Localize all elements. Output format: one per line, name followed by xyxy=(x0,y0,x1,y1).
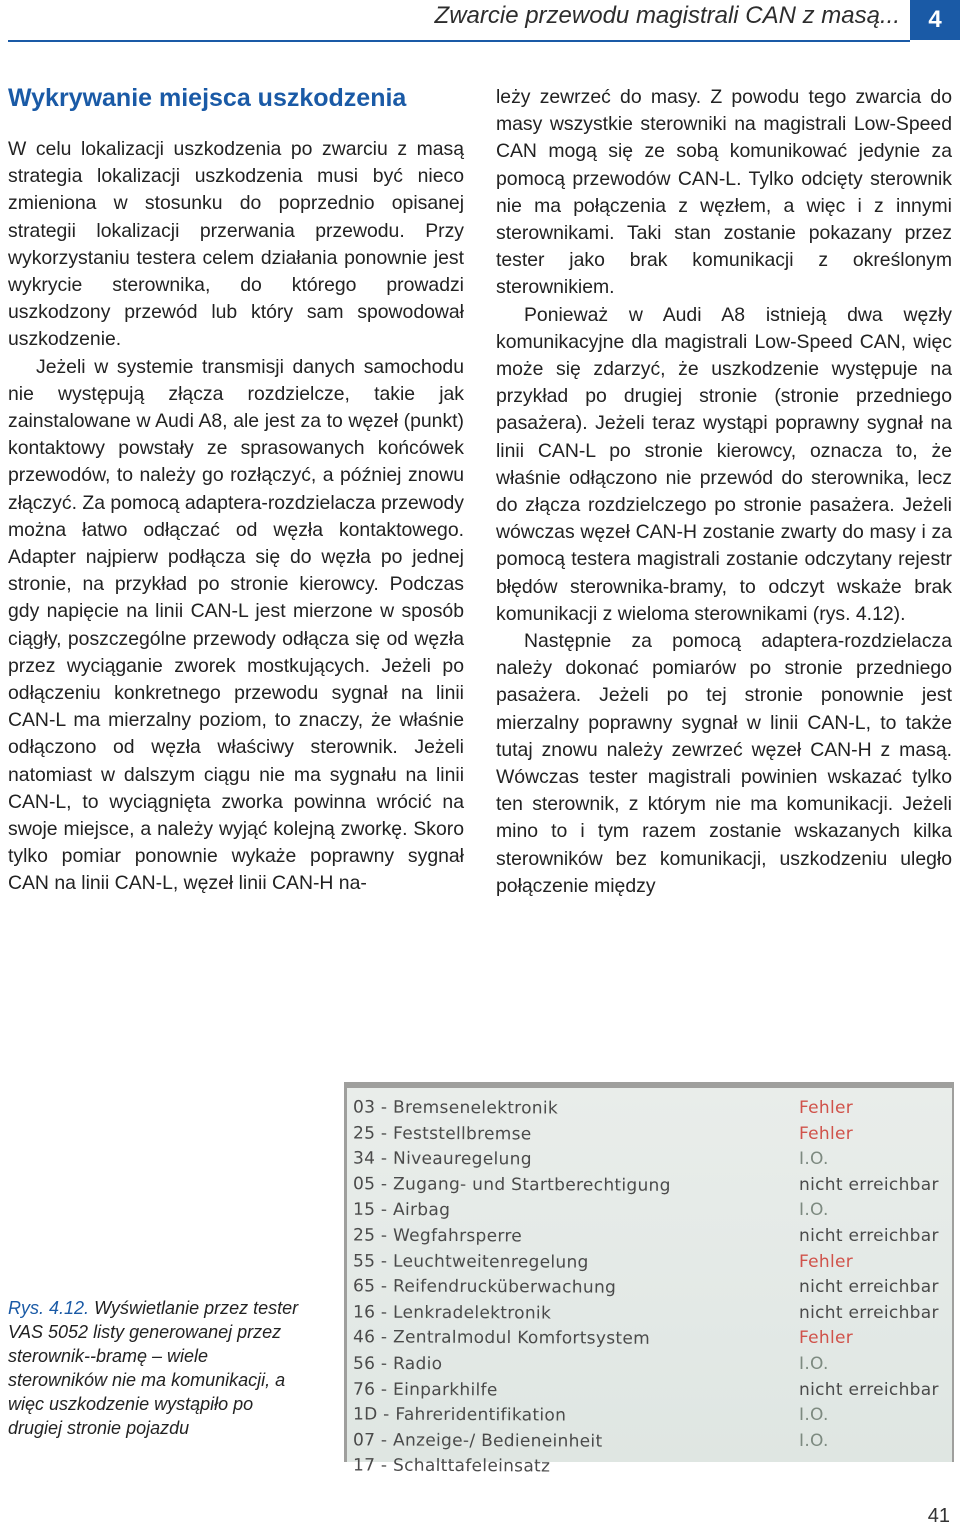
tester-list-row xyxy=(347,1429,952,1455)
page-number: 41 xyxy=(927,1505,950,1527)
control-unit-name: 46 - Zentralmodul Komfortsystem xyxy=(352,1327,651,1350)
tester-list-row xyxy=(347,1096,952,1122)
tester-list-row xyxy=(347,1224,952,1250)
tester-list-row xyxy=(347,1250,952,1276)
control-unit-status: nicht erreichbar xyxy=(799,1379,939,1400)
control-unit-name: 25 - Feststellbremse xyxy=(352,1123,532,1145)
paragraph: Ponieważ w Audi A8 istnieją dwa węzły komunikacyjne dla magistrali Low-Speed CAN, więc może się zdarzyć, że uszkodzenie występuje na przykład po drugiej stronie (stronie przedniego pasażera). Jeżeli teraz wystąpi poprawny sygnał na linii CAN-L po stronie kierowcy, oznacza to, że właśnie odłączono nie przewód do sterownika, lecz do złącza rozdzielczego po stronie pasażera. Jeżeli wówczas węzeł CAN-H zostanie zwarty do masy i za pomocą testera magistrali zostanie odczytany rejestr błędów sterownika-bramy, to odczyt wskaże brak komunikacji z wieloma sterownikami (rys. 4.12). xyxy=(496,303,952,625)
tester-list-row xyxy=(347,1275,952,1301)
paragraph: leży zewrzeć do masy. Z powodu tego zwarcia do masy wszystkie sterowniki na magistrali Low-Speed CAN mogą się ze sobą komunikować jedynie za pomocą przewodów CAN-L. Tylko odcięty sterownik nie ma połączenia z węzłem, a więc i z innymi sterownikami. Taki stan zostanie pokazany przez tester jako brak komunikacji z określonym sterownikiem. xyxy=(496,86,952,299)
control-unit-status: I.O. xyxy=(799,1149,829,1170)
control-unit-name: 17 - Schalttafeleinsatz xyxy=(352,1455,551,1477)
control-unit-name: 16 - Lenkradelektronik xyxy=(352,1302,552,1324)
tester-display xyxy=(347,1088,952,1477)
control-unit-status: I.O. xyxy=(799,1200,829,1221)
tester-list-row xyxy=(347,1122,952,1148)
control-unit-status: nicht erreichbar xyxy=(799,1174,939,1195)
control-unit-status: Fehler xyxy=(799,1123,854,1144)
control-unit-status: nicht erreichbar xyxy=(799,1277,939,1298)
control-unit-status: Fehler xyxy=(799,1098,854,1118)
control-unit-name: 1D - Fahreridentifikation xyxy=(352,1404,567,1426)
control-unit-status: nicht erreichbar xyxy=(799,1302,939,1323)
tester-list-row xyxy=(347,1198,952,1224)
left-text-column xyxy=(8,136,464,898)
paragraph: Jeżeli w systemie transmisji danych samochodu nie występują złącza rozdzielcze, takie jak zainstalowane w Audi A8, ale jest za to węzeł (punkt) kontaktowy powstały ze sprasowanych końcówek przewodów, to należy go rozłączyć, a później znowu złączyć. Za pomocą adaptera-rozdzielacza przewody można łatwo odłączać od węzła kontaktowego. Adapter najpierw podłącza się do węzła po jednej stronie, na przykład po stronie kierowcy. Podczas gdy napięcie na linii CAN-L jest mierzone w sposób ciągły, poszczególne przewody odłącza się od węzła przez wyciąganie zworek mostkujących. Jeżeli po odłączeniu konkretnego przewodu sygnał na linii CAN-L ma mierzalny poziom, to znaczy, że właśnie odłączono od węzła właściwy sterownik. Jeżeli natomiast w dalszym ciągu nie ma sygnału na linii CAN-L, to wyciągnięta zworka powinna wrócić na swoje miejsce, a należy wyjąć kolejną zworkę. Skoro tylko pomiar ponownie wykaże poprawny sygnał CAN na linii CAN-L, węzeł linii CAN-H na- xyxy=(8,355,464,895)
paragraph: Następnie za pomocą adaptera-rozdzielacza należy dokonać pomiarów po stronie przedniego pasażera. Jeżeli po tej stronie ponownie jest mierzalny poprawny sygnał w linii CAN-L, to także tutaj znowu należy zewrzeć węzeł CAN-H z masą. Wówczas tester magistrali powinien wskazać tylko ten sterownik, z którym nie ma komunikacji. Jeżeli mino to i tym razem zostanie wskazanych kilka sterowników bez komunikacji, uszkodzeniu uległo połączenie między xyxy=(496,630,952,897)
tester-screen-photo xyxy=(344,1082,954,1477)
control-unit-name: 55 - Leuchtweitenregelung xyxy=(352,1250,589,1273)
right-text-column xyxy=(496,84,952,900)
control-unit-name: 76 - Einparkhilfe xyxy=(352,1379,498,1400)
paragraph: W celu lokalizacji uszkodzenia po zwarciu z masą strategia lokalizacji uszkodzenia musi być nieco zmieniona w stosunku do poprzednio opisanej strategii lokalizacji przerwania przewodu. Przy wykorzystaniu testera celem działania ponownie jest wykrycie sterownika, do którego prowadzi uszkodzony przewód lub który sam spowodował uszkodzenie. xyxy=(8,138,464,351)
chapter-number-badge: 4 xyxy=(910,0,960,40)
tester-list-row xyxy=(347,1378,952,1404)
tester-list-row xyxy=(347,1403,952,1429)
control-unit-status: Fehler xyxy=(799,1251,854,1272)
control-unit-status: nicht erreichbar xyxy=(799,1226,939,1246)
running-header-title: Zwarcie przewodu magistrali CAN z masą... xyxy=(434,2,900,29)
control-unit-name: 15 - Airbag xyxy=(352,1200,451,1221)
figure-caption-label: Rys. 4.12. xyxy=(8,1298,90,1318)
tester-list-row xyxy=(347,1454,952,1480)
control-unit-status: Fehler xyxy=(799,1328,854,1349)
control-unit-name: 03 - Bremsenelektronik xyxy=(352,1097,559,1119)
control-unit-status: I.O. xyxy=(799,1405,829,1426)
tester-list-row xyxy=(347,1326,952,1352)
tester-list-row xyxy=(347,1352,952,1378)
control-unit-status: I.O. xyxy=(799,1430,829,1451)
control-unit-name: 34 - Niveauregelung xyxy=(352,1148,532,1170)
figure-caption-text: Wyświetlanie przez tester VAS 5052 listy generowanej przez sterownik--bramę – wiele sterowników nie ma komunikacji, a więc uszkodzenie wystąpiło po drugiej stronie pojazdu xyxy=(8,1298,299,1438)
control-unit-status: I.O. xyxy=(799,1354,829,1374)
control-unit-name: 07 - Anzeige-/ Bedieneinheit xyxy=(352,1430,603,1452)
control-unit-name: 65 - Reifendrucküberwachung xyxy=(352,1276,617,1298)
tester-list-row xyxy=(347,1301,952,1327)
section-heading: Wykrywanie miejsca uszkodzenia xyxy=(8,84,407,112)
control-unit-name: 25 - Wegfahrsperre xyxy=(352,1225,523,1247)
figure-caption xyxy=(8,1296,308,1440)
tester-list-row xyxy=(347,1173,952,1199)
control-unit-name: 05 - Zugang- und Startberechtigung xyxy=(352,1173,671,1196)
header-divider xyxy=(8,40,910,42)
control-unit-name: 56 - Radio xyxy=(352,1353,443,1375)
tester-list-row xyxy=(347,1147,952,1173)
